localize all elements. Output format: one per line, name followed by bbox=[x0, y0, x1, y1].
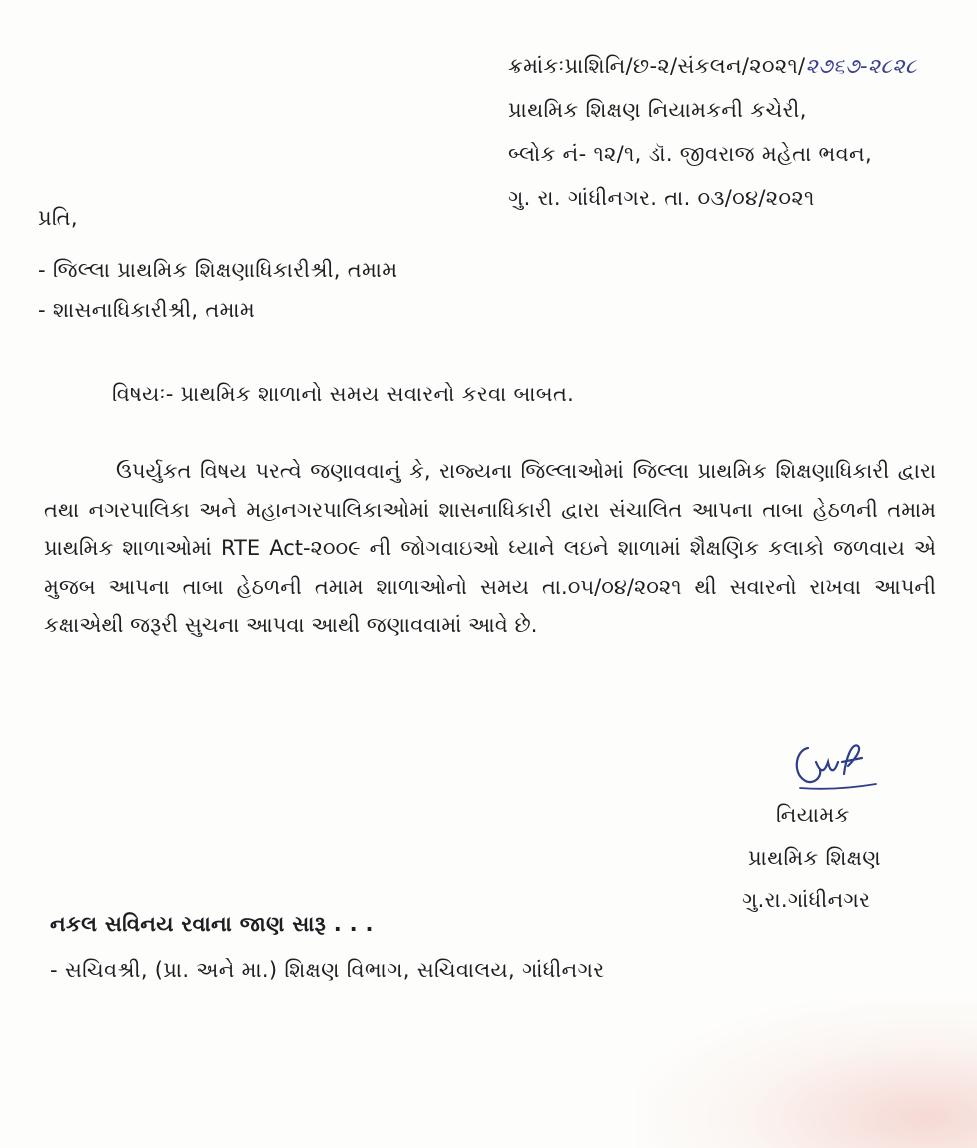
copy-heading: નકલ સવિનય રવાના જાણ સારૂ . . . bbox=[50, 912, 374, 936]
city-date: ગુ. રા. ગાંધીનગર. તા. ૦૩/૦૪/૨૦૨૧ bbox=[508, 186, 815, 210]
recipient-to: પ્રતિ, bbox=[38, 206, 78, 230]
reference-printed: ક્રમાંકઃપ્રાશિનિ/છ-૨/સંકલન/૨૦૨૧/ bbox=[508, 54, 806, 78]
paper-stain bbox=[637, 998, 977, 1148]
handwritten-signature bbox=[786, 728, 886, 798]
body-paragraph: ઉપર્યુકત વિષય પરત્વે જણાવવાનું કે, રાજ્યના જિલ્લાઓમાં જિલ્લા પ્રાથમિક શિક્ષણાધિકારી દ્વારા તથા નગરપાલિકા અને મહાનગરપાલિકાઓમાં શાસનાધિકારી દ્વારા સંચાલિત આપના તાબા હેઠળની તમામ પ્રાથમિક શાળાઓમાં RTE Act-૨૦૦૯ ની જોગવાઇઓ ધ્યાને લઇને શાળામાં શૈક્ષણિક કલાકો જળવાય એ મુજબ આપના તાબા હેઠળની તમામ શાળાઓનો સમય તા.૦૫/૦૪/૨૦૨૧ થી સવારનો રાખવા આપની કક્ષાએથી જરૂરી સુચના આપવા આથી જણાવવામાં આવે છે. bbox=[44, 459, 936, 637]
copy-item: - સચિવશ્રી, (પ્રા. અને મા.) શિક્ષણ વિભાગ, સચિવાલય, ગાંધીનગર bbox=[50, 958, 605, 982]
recipient-item: - જિલ્લા પ્રાથમિક શિક્ષણાધિકારીશ્રી, તમામ bbox=[38, 258, 398, 282]
recipient-item: - શાસનાધિકારીશ્રી, તમામ bbox=[38, 298, 255, 322]
subject-line: વિષયઃ- પ્રાથમિક શાળાનો સમય સવારનો કરવા બાબત. bbox=[112, 382, 575, 406]
signatory-place: ગુ.રા.ગાંધીનગર bbox=[742, 888, 871, 912]
reference-number bbox=[508, 54, 917, 79]
reference-handwritten: ૨૭૬૭-૨૮૨૮ bbox=[805, 54, 917, 78]
office-address: બ્લોક નં- ૧૨/૧, ડૉ. જીવરાજ મહેતા ભવન, bbox=[508, 142, 872, 166]
office-name: પ્રાથમિક શિક્ષણ નિયામકની કચેરી, bbox=[508, 98, 807, 122]
signatory-department: પ્રાથમિક શિક્ષણ bbox=[748, 846, 881, 870]
signatory-title: નિયામક bbox=[776, 803, 850, 827]
